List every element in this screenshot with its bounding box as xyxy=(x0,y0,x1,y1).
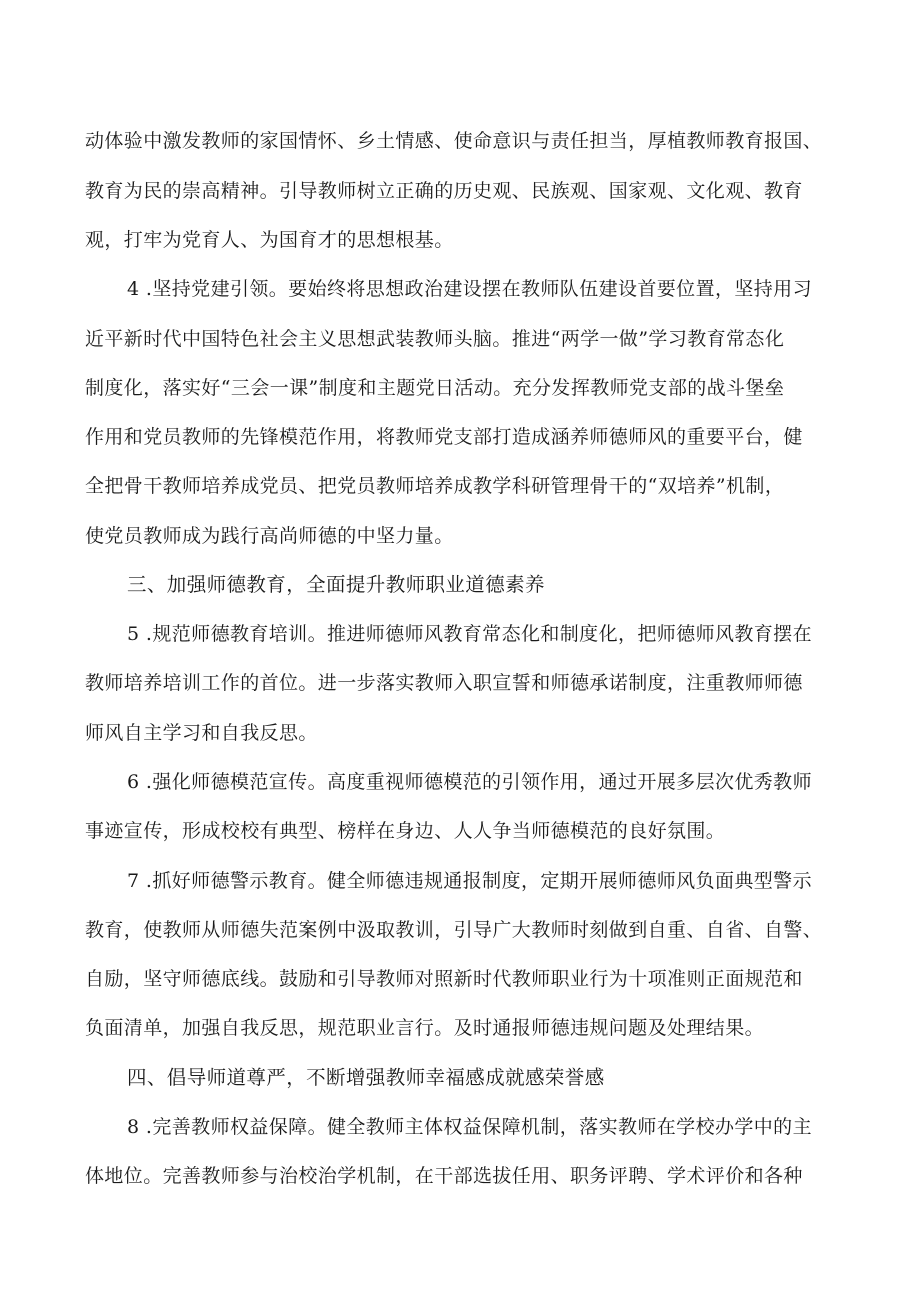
paragraph-line: 作用和党员教师的先锋模范作用，将教师党支部打造成涵养师德师风的重要平台，健 xyxy=(85,426,803,448)
paragraph-line: 师风自主学习和自我反思。 xyxy=(85,722,318,744)
paragraph-line: 体地位。完善教师参与治校治学机制，在干部选拔任用、职务评聘、学术评价和各种 xyxy=(85,1165,803,1187)
paragraph-line: 7 .抓好师德警示教育。健全师德违规通报制度，定期开展师德师风负面典型警示 xyxy=(127,870,812,892)
paragraph-line: 使党员教师成为践行高尚师德的中坚力量。 xyxy=(85,525,454,547)
paragraph-line: 事迹宣传，形成校校有典型、榜样在身边、人人争当师德模范的良好氛围。 xyxy=(85,820,726,842)
paragraph-line: 制度化，落实好“三会一课”制度和主题党日活动。充分发挥教师党支部的战斗堡垒 xyxy=(85,377,785,399)
paragraph-line: 教育，使教师从师德失范案例中汲取教训，引导广大教师时刻做到自重、自省、自警、 xyxy=(85,919,823,941)
paragraph-line: 教师培养培训工作的首位。进一步落实教师入职宣誓和师德承诺制度，注重教师师德 xyxy=(85,672,803,694)
paragraph-line: 教育为民的崇高精神。引导教师树立正确的历史观、民族观、国家观、文化观、教育 xyxy=(85,180,803,202)
paragraph-line: 负面清单，加强自我反思，规范职业言行。及时通报师德违规问题及处理结果。 xyxy=(85,1017,765,1039)
paragraph-line: 自励，坚守师德底线。鼓励和引导教师对照新时代教师职业行为十项准则正面规范和 xyxy=(85,968,803,990)
section-heading: 三、加强师德教育，全面提升教师职业道德素养 xyxy=(127,573,545,596)
paragraph-line: 8 .完善教师权益保障。健全教师主体权益保障机制，落实教师在学校办学中的主 xyxy=(127,1116,812,1138)
paragraph-line: 全把骨干教师培养成党员、把党员教师培养成教学科研管理骨干的“双培养”机制， xyxy=(85,475,785,497)
paragraph-line: 近平新时代中国特色社会主义思想武装教师头脑。推进“两学一做”学习教育常态化 xyxy=(85,328,785,350)
paragraph-line: 5 .规范师德教育培训。推进师德师风教育常态化和制度化，把师德师风教育摆在 xyxy=(127,623,812,645)
paragraph-line: 观，打牢为党育人、为国育才的思想根基。 xyxy=(85,229,454,251)
paragraph-line: 6 .强化师德模范宣传。高度重视师德模范的引领作用，通过开展多层次优秀教师 xyxy=(127,771,812,793)
paragraph-line: 4 .坚持党建引领。要始终将思想政治建设摆在教师队伍建设首要位置，坚持用习 xyxy=(127,278,812,300)
paragraph-line: 动体验中激发教师的家国情怀、乡土情感、使命意识与责任担当，厚植教师教育报国、 xyxy=(85,130,823,152)
section-heading: 四、倡导师道尊严，不断增强教师幸福感成就感荣誉感 xyxy=(127,1066,605,1089)
